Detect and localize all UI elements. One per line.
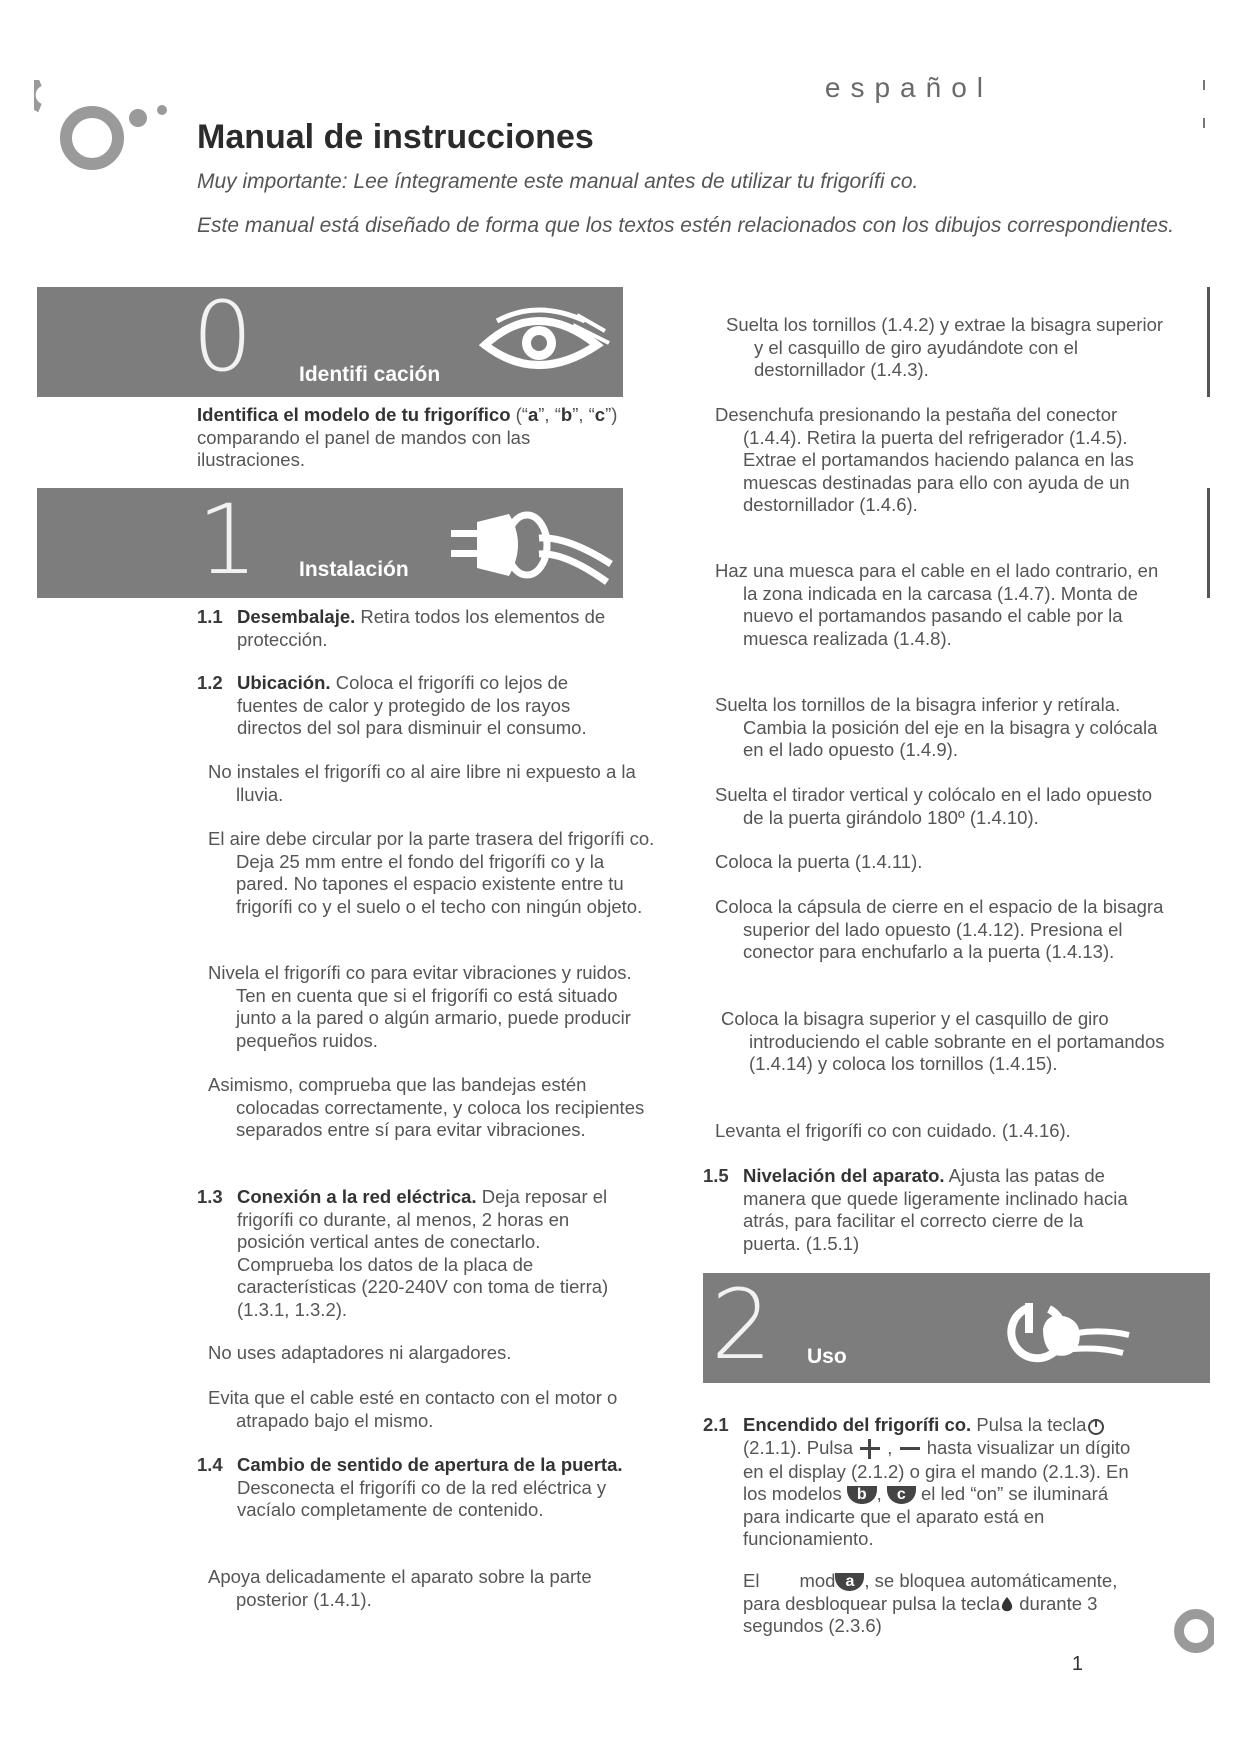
section-0-text <box>197 404 627 472</box>
text-fragment: (2.1.1). Pulsa <box>743 1436 859 1458</box>
section-1-1-text: Retira todos los elementos de protección. <box>237 606 606 650</box>
section-2-number: 2 <box>711 1269 773 1381</box>
section-1-number: 1 <box>197 484 259 596</box>
plus-key-icon <box>858 1437 882 1461</box>
paragraph-lock <box>743 1570 1147 1638</box>
section-1-4-text: Desconecta el frigorífi co de la red eléctrica y vacíalo completamente de contenido. <box>237 1476 607 1520</box>
paragraph: Coloca la bisagra superior y el casquillo de giro introduciendo el cable sobrante en el portamandos (1.4.14) y coloca los tornillos (1.4.15). <box>721 1008 1165 1074</box>
paragraph: No uses adaptadores ni alargadores. <box>208 1342 512 1363</box>
text-fragment: el led “on” se iluminará para indicarte que el aparato está en funcionamiento. <box>743 1483 1109 1550</box>
section-number: 1.5 <box>703 1165 729 1186</box>
section-0-label: Identifi cación <box>299 363 441 386</box>
section-2-1 <box>703 1414 1145 1551</box>
paragraph: Suelta el tirador vertical y colócalo en el lado opuesto de la puerta girándolo 180º (1.4.10). <box>715 784 1153 828</box>
section-1-4 <box>197 1454 627 1522</box>
margin-rule <box>1207 488 1210 598</box>
section-0-number: 0 <box>192 281 254 393</box>
paragraph: Haz una muesca para el cable en el lado contrario, en la zona indicada en la carcasa (1.4.7). Monta de nuevo el portamandos pasando el cable por la muesca realizada (1.4.8). <box>715 560 1159 649</box>
section-1-label: Instalación <box>299 558 409 581</box>
subtitle-layout: Este manual está diseñado de forma que los textos estén relacionados con los dibujos correspondientes. <box>197 214 1175 237</box>
minus-key-icon <box>898 1443 922 1455</box>
text-fragment: , <box>882 1436 898 1458</box>
section-1-3-title: Conexión a la red eléctrica. <box>237 1186 477 1207</box>
section-1-4-title: Cambio de sentido de apertura de la puerta. <box>237 1454 623 1475</box>
section-1-2 <box>197 672 627 740</box>
section-number: 1.1 <box>197 606 223 627</box>
section-1-1-title: Desembalaje. <box>237 606 356 627</box>
section-number: 2.1 <box>703 1414 729 1435</box>
paragraph: Apoya delicadamente el aparato sobre la parte posterior (1.4.1). <box>208 1566 592 1610</box>
text-fragment: El <box>743 1570 760 1591</box>
key-drop-icon <box>1000 1595 1014 1615</box>
paragraph: Evita que el cable esté en contacto con el motor o atrapado bajo el mismo. <box>208 1387 618 1431</box>
top-right-marks <box>1203 80 1205 90</box>
page-number: 1 <box>1071 1653 1083 1675</box>
model-a-label: a <box>527 404 539 425</box>
paragraph: Levanta el frigorífi co con cuidado. (1.4.16). <box>715 1120 1071 1141</box>
section-2-1-title: Encendido del frigorífi co. <box>743 1414 972 1435</box>
eye-icon <box>477 305 613 383</box>
power-key-icon <box>1086 1416 1106 1436</box>
brand-logo-icon <box>34 80 169 180</box>
section-number: 1.4 <box>197 1454 223 1475</box>
paragraph: Coloca la puerta (1.4.11). <box>715 851 923 872</box>
model-c-label: c <box>594 404 606 425</box>
margin-rule <box>1207 287 1210 397</box>
section-number: 1.3 <box>197 1186 223 1207</box>
model-c-badge: c <box>887 1486 916 1504</box>
paragraph: El aire debe circular por la parte trasera del frigorífi co. Deja 25 mm entre el fondo del frigorífi co y la pared. No tapones el espacio existente entre tu frigorífi co y el suelo o el techo con ningún objeto. <box>208 828 655 917</box>
model-b-badge: b <box>847 1486 877 1504</box>
paragraph: Suelta los tornillos de la bisagra inferior y retírala. Cambia la posición del eje en la bisagra y colócala en el lado opuesto (1.4.9). <box>715 694 1158 760</box>
text-fragment: Pulsa la tecla <box>971 1414 1087 1435</box>
text-fragment: ”) comparando el panel de mandos con las ilustraciones. <box>197 404 618 470</box>
text-fragment: ”, “ <box>538 404 561 425</box>
text-fragment: durante 3 segundos (2.3.6) <box>743 1592 1098 1636</box>
section-1-3 <box>197 1186 627 1321</box>
paragraph: Asimismo, comprueba que las bandejas estén colocadas correctamente, y coloca los recipientes separados entre sí para evitar vibraciones. <box>208 1074 645 1140</box>
language-label: español <box>824 72 993 103</box>
power-button-icon <box>983 1289 1133 1373</box>
section-1-5-title: Nivelación del aparato. <box>743 1165 945 1186</box>
plug-icon <box>447 508 617 588</box>
paragraph: Suelta los tornillos (1.4.2) y extrae la bisagra superior y el casquillo de giro ayudándote con el destornillador (1.4.3). <box>726 314 1164 380</box>
text-fragment: hasta visualizar un dígito en el display (2.1.2) o gira el mando (2.1.3). En los modelos <box>743 1436 1131 1505</box>
text-fragment: ”, “ <box>572 404 595 425</box>
page-title: Manual de instrucciones <box>197 118 594 156</box>
section-1-banner <box>37 484 623 598</box>
section-1-5 <box>703 1165 1145 1255</box>
model-b-label: b <box>560 404 573 425</box>
section-2-banner <box>703 1269 1210 1383</box>
section-1-3-text: Deja reposar el frigorífi co durante, al menos, 2 horas en posición vertical antes de conectarlo. Comprueba los datos de la placa de características (220-240V con toma de tierra) (1.3.1, 1.3.2). <box>237 1186 609 1320</box>
subtitle-important: Muy importante: Lee íntegramente este manual antes de utilizar tu frigorífi co. <box>197 170 919 193</box>
model-a-badge: a <box>835 1573 864 1591</box>
top-right-marks-2 <box>1203 118 1205 128</box>
corner-circle-icon <box>1170 1605 1214 1657</box>
paragraph: Coloca la cápsula de cierre en el espacio de la bisagra superior del lado opuesto (1.4.12). Presiona el conector para enchufarlo a la puerta (1.4.13). <box>715 896 1164 962</box>
section-0-text-bold: Identifica el modelo de tu frigorífico <box>197 404 511 425</box>
paragraph: Nivela el frigorífi co para evitar vibraciones y ruidos. Ten en cuenta que si el frigorífi co está situado junto a la pared o algún armario, puede producir pequeños ruidos. <box>208 962 632 1051</box>
text-fragment: mod <box>799 1570 836 1591</box>
paragraph: Desenchufa presionando la pestaña del conector (1.4.4). Retira la puerta del refrigerador (1.4.5). Extrae el portamandos haciendo palanca en las muescas destinadas para ello con ayuda de un destornillador (1.4.6). <box>715 404 1134 515</box>
section-2-label: Uso <box>807 1345 847 1368</box>
text-fragment: , <box>876 1483 887 1505</box>
section-number: 1.2 <box>197 672 223 693</box>
text-fragment: , se bloquea automáticamente, para desbloquear pulsa la tecla <box>743 1570 1118 1614</box>
section-1-2-text: Coloca el frigorífi co lejos de fuentes de calor y protegido de los rayos directos del sol para disminuir el consumo. <box>237 672 587 738</box>
section-1-2-title: Ubicación. <box>237 672 331 693</box>
section-1-5-text: Ajusta las patas de manera que quede ligeramente inclinado hacia atrás, para facilitar el correcto cierre de la puerta. (1.5.1) <box>743 1165 1128 1254</box>
section-1-1 <box>197 606 627 651</box>
section-0-banner <box>37 281 623 397</box>
paragraph: No instales el frigorífi co al aire libre ni expuesto a la lluvia. <box>208 761 636 805</box>
text-fragment: (“ <box>510 404 528 425</box>
